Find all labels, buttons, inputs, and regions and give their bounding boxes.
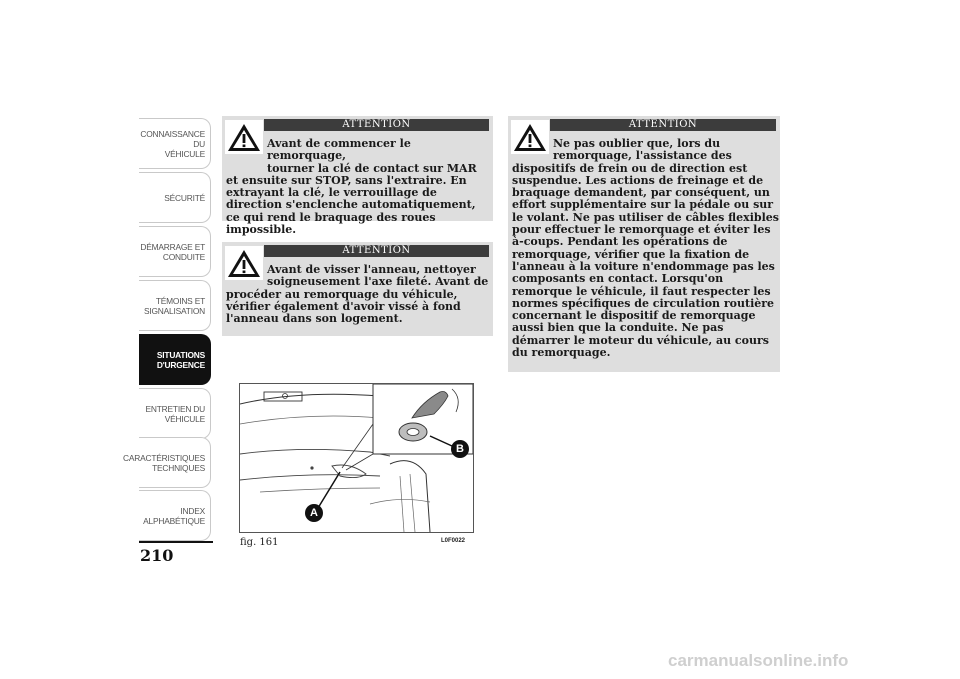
figure-caption: fig. 161 (240, 537, 279, 548)
warning-box-2 (222, 242, 493, 336)
page-number-rule (139, 541, 213, 543)
warning-line-1: Avant de visser l'anneau, nettoyer (267, 263, 476, 276)
warning-line-2: soigneusement l'axe fileté. Avant de (267, 275, 489, 289)
towing-eye-figure (239, 383, 474, 533)
page-number: 210 (140, 546, 174, 565)
watermark: carmanualsonline.info (668, 651, 849, 670)
warning-text (226, 138, 492, 236)
warning-paragraph: dispositifs de frein ou de direction est suspendue. Les actions de freinage et de braquage demandent, par conséquent, un effort supplémentaire sur la pédale ou sur le volant. Ne pas utiliser de câbles flexibles pour effectuer le remorquage et éviter les à-coups. Pendant les opérations de remorquage, vérifier que la fixation de l'anneau à la voiture n'endommage pas les composants en contact. Lorsqu'on remorque le véhicule, il faut respecter les normes spécifiques de circulation routière concernant le dispositif de remorquage aussi bien que la conduite. Ne pas démarrer le moteur du véhicule, au cours du remorquage. (512, 161, 779, 360)
car-rear-illustration (240, 384, 473, 532)
sidebar-item-entretien[interactable]: ENTRETIEN DU VÉHICULE (139, 388, 211, 439)
warning-title: ATTENTION (264, 119, 489, 131)
sidebar-item-caracteristiques[interactable]: CARACTÉRISTIQUES TECHNIQUES (139, 437, 211, 488)
warning-line-2: remorquage, l'assistance des (553, 149, 732, 163)
warning-text (512, 138, 779, 359)
warning-box-3 (508, 116, 780, 372)
sidebar-item-index[interactable]: INDEX ALPHABÉTIQUE (139, 490, 211, 541)
warning-line-2: tourner la clé de contact sur MAR (267, 161, 477, 175)
warning-paragraph: et ensuite sur STOP, sans l'extraire. En extrayant la clé, le verrouillage de direction s'enclenche automatiquement, ce qui rend le braquage des roues impossible. (226, 173, 476, 237)
sidebar-item-demarrage[interactable]: DÉMARRAGE ET CONDUITE (139, 226, 211, 277)
warning-title: ATTENTION (550, 119, 776, 131)
warning-box-1 (222, 116, 493, 237)
warning-paragraph: procéder au remorquage du véhicule, vérifier également d'avoir vissé à fond l'anneau dans son logement. (226, 287, 461, 326)
warning-line-1: Avant de commencer le remorquage, (267, 137, 411, 163)
sidebar-item-connaissance[interactable]: CONNAISSANCE DU VÉHICULE (139, 118, 211, 169)
callout-b: B (451, 440, 469, 458)
warning-text (226, 264, 492, 325)
sidebar-item-situations-urgence[interactable]: SITUATIONS D'URGENCE (139, 334, 211, 385)
sidebar-item-securite[interactable]: SÉCURITÉ (139, 172, 211, 223)
warning-line-1: Ne pas oublier que, lors du (553, 137, 721, 150)
callout-a: A (305, 504, 323, 522)
figure-code: L0F0022 (441, 538, 466, 544)
sidebar-item-temoins[interactable]: TÉMOINS ET SIGNALISATION (139, 280, 211, 331)
warning-title: ATTENTION (264, 245, 489, 257)
